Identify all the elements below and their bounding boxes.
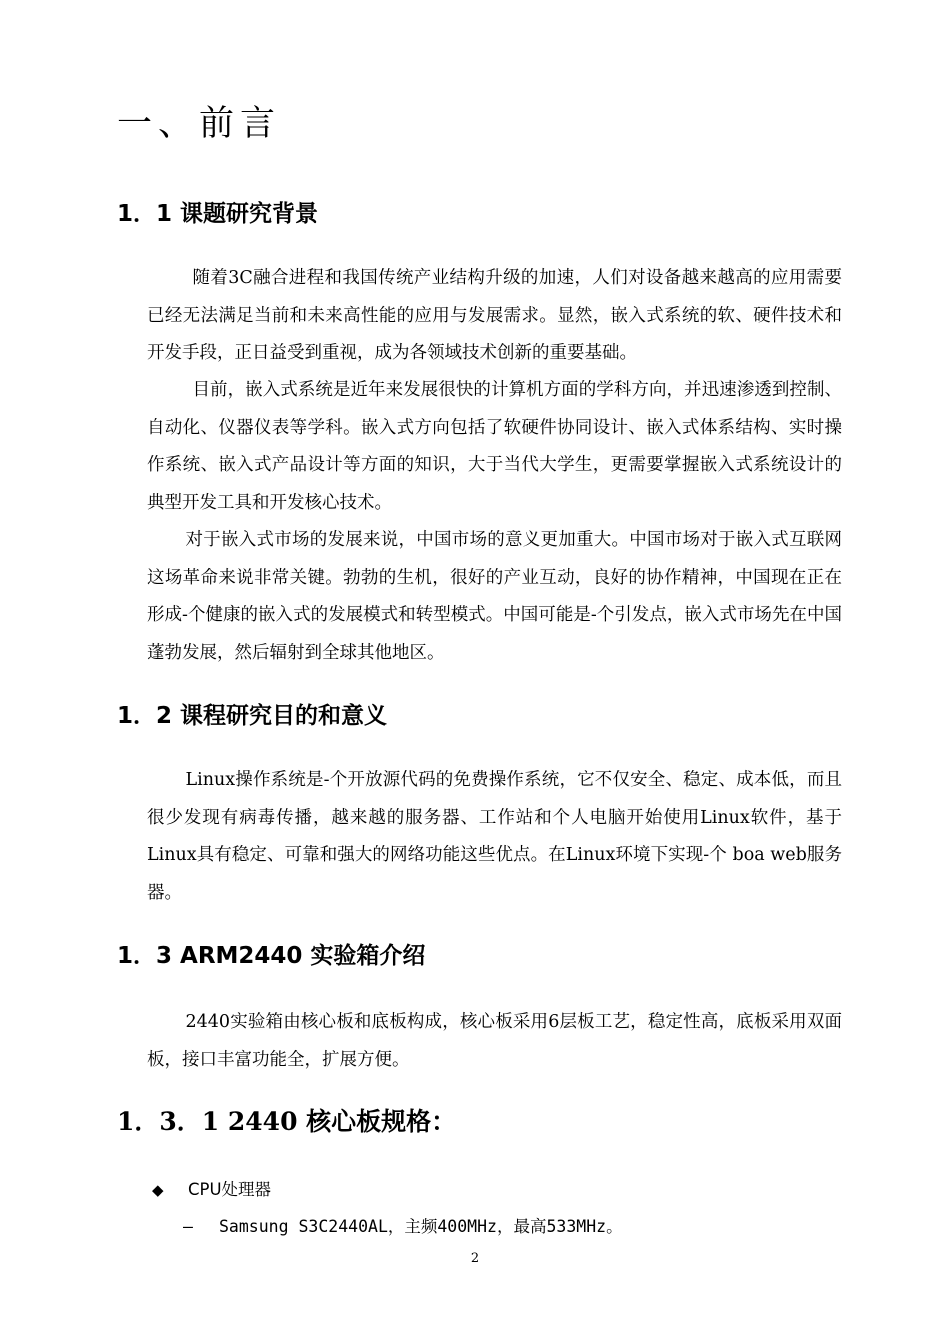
sub-item-label: Samsung S3C2440AL，主频400MHz，最高533MHz。 <box>219 1217 623 1236</box>
paragraph-lab-box: 2440实验箱由核心板和底板构成，核心板采用6层板工艺，稳定性高，底板采用双面板，接口丰富功能全，扩展方便。 <box>147 1012 842 1070</box>
bullet-item-label: CPU处理器 <box>188 1180 272 1199</box>
section-heading-1-2: 1．2 课程研究目的和意义 <box>117 703 388 729</box>
subsection-heading-1-3-1: 1．3．1 2440 核心板规格： <box>117 1107 457 1136</box>
chapter-title: 一、前言 <box>117 104 282 144</box>
page-number: 2 <box>470 1251 480 1266</box>
sub-item <box>183 1213 623 1237</box>
paragraph-purpose: Linux操作系统是-个开放源代码的免费操作系统，它不仅安全、稳定、成本低，而且很少发现有病毒传播，越来越的服务器、工作站和个人电脑开始使用Linux软件，基于Linux具有稳定、可靠和强大的网络功能这些优点。在Linux环境下实现-个 boa web服务器。 <box>147 770 842 903</box>
paragraph-background-3: 对于嵌入式市场的发展来说，中国市场的意义更加重大。中国市场对于嵌入式互联网这场革命来说非常关键。勃勃的生机，很好的产业互动，良好的协作精神，中国现在正在形成-个健康的嵌入式的发展模式和转型模式。中国可能是-个引发点，嵌入式市场先在中国蓬勃发展，然后辐射到全球其他地区。 <box>147 530 842 663</box>
diamond-bullet-icon: ◆ <box>152 1181 164 1199</box>
paragraph-background-1: 随着3C融合进程和我国传统产业结构升级的加速，人们对设备越来越高的应用需要已经无法满足当前和未来高性能的应用与发展需求。显然，嵌入式系统的软、硬件技术和开发手段，正日益受到重视，成为各领域技术创新的重要基础。 <box>147 268 842 363</box>
section-heading-1-3: 1．3 ARM2440 实验箱介绍 <box>117 943 426 969</box>
dash-bullet-icon: — <box>183 1217 193 1236</box>
paragraph-background-2: 目前，嵌入式系统是近年来发展很快的计算机方面的学科方向，并迅速渗透到控制、自动化、仪器仪表等学科。嵌入式方向包括了软硬件协同设计、嵌入式体系结构、实时操作系统、嵌入式产品设计等方面的知识，大于当代大学生，更需要掌握嵌入式系统设计的典型开发工具和开发核心技术。 <box>147 380 842 513</box>
bullet-item <box>152 1176 271 1200</box>
section-heading-1-1: 1．1 课题研究背景 <box>117 201 319 227</box>
